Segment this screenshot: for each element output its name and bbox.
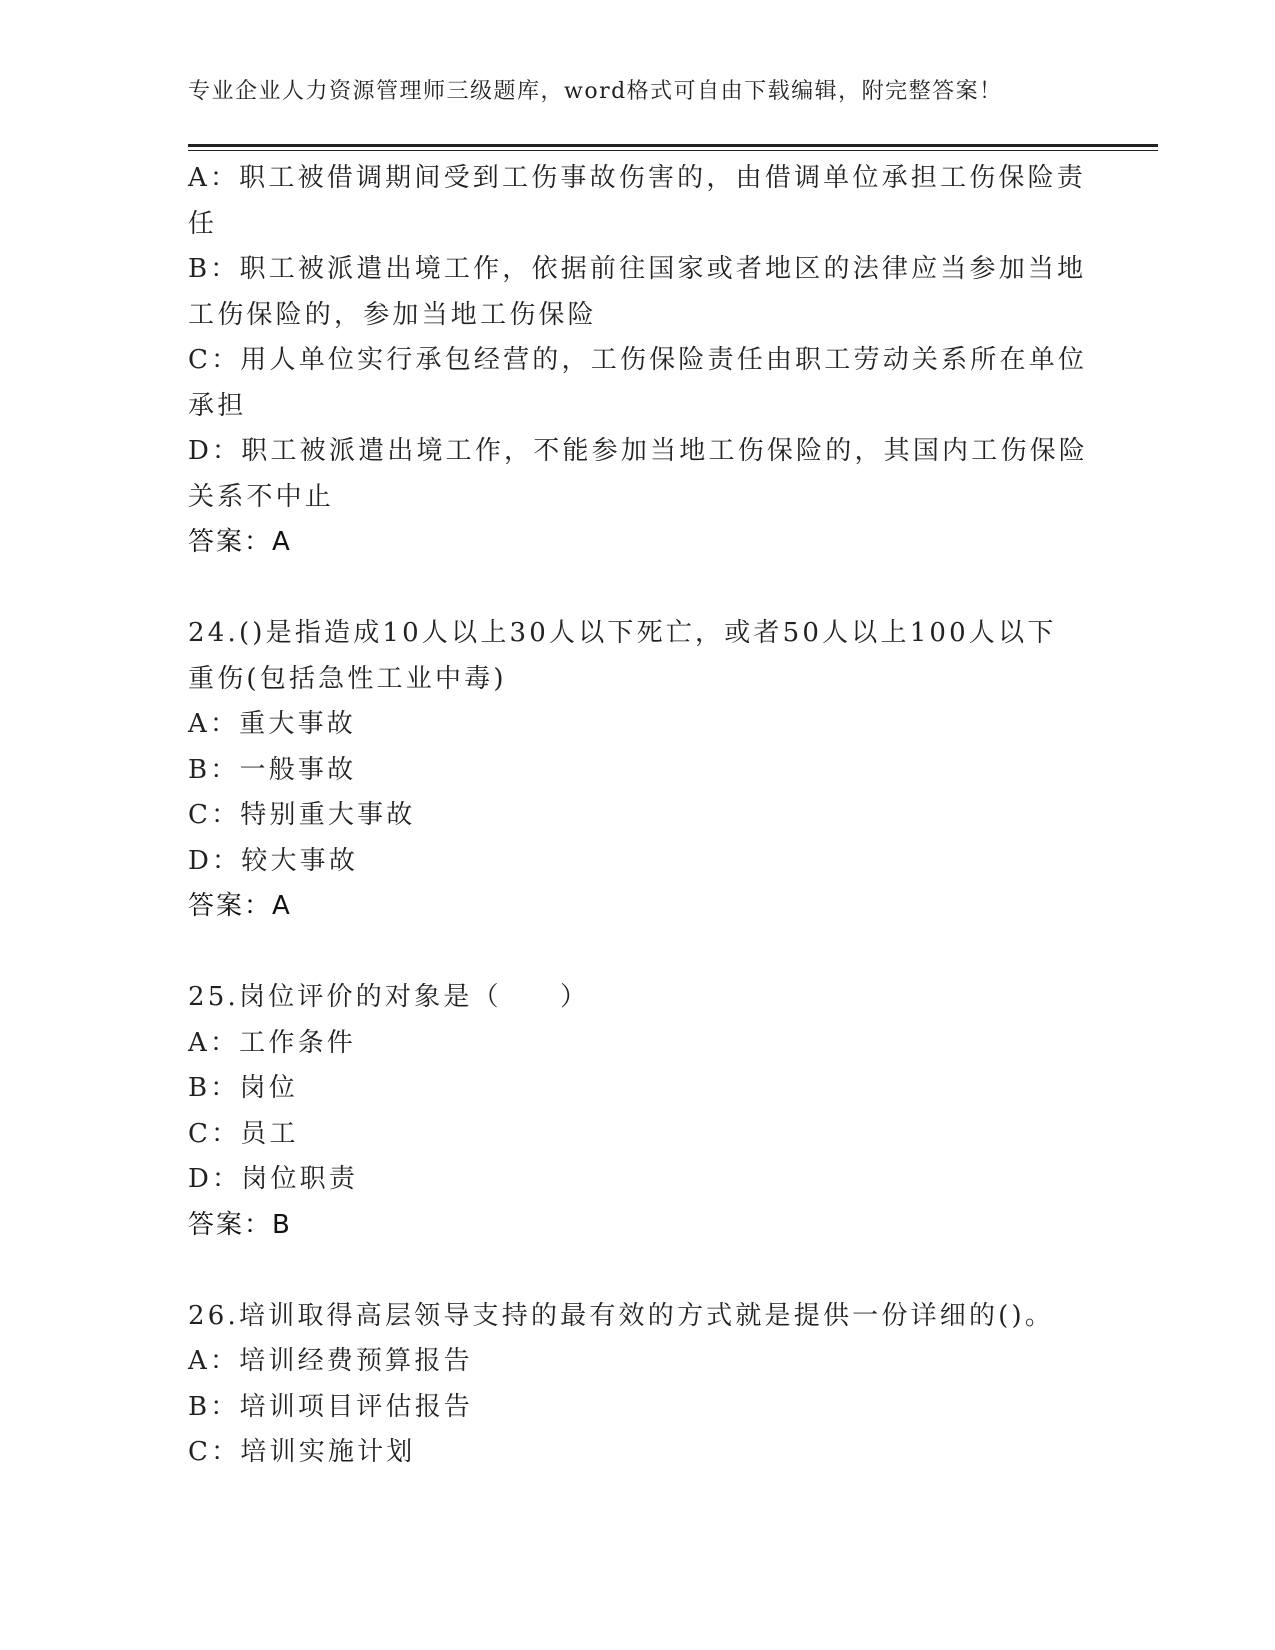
question-text: 25.岗位评价的对象是（ ） xyxy=(188,982,590,1012)
option-a: A：重大事故 xyxy=(188,709,356,739)
option-d: D：岗位职责 xyxy=(188,1164,359,1194)
option-c: C：特别重大事故 xyxy=(188,800,416,830)
question-block-23 xyxy=(188,156,1089,566)
page-header: 专业企业人力资源管理师三级题库，word格式可自由下载编辑，附完整答案！ xyxy=(188,79,1003,104)
question-text: 24.()是指造成10人以上30人以下死亡，或者50人以上100人以下 xyxy=(188,618,1057,648)
option-line: 承担 xyxy=(188,390,247,421)
option-c: C：培训实施计划 xyxy=(188,1437,416,1467)
block-spacer xyxy=(188,930,1078,976)
option-line: 工伤保险的，参加当地工伤保险 xyxy=(188,299,597,330)
option-line: 任 xyxy=(188,208,218,239)
option-line: C：用人单位实行承包经营的，工伤保险责任由职工劳动关系所在单位 xyxy=(188,345,1088,375)
question-list xyxy=(188,156,1089,1476)
question-block-24 xyxy=(188,611,1078,930)
question-text: 26.培训取得高层领导支持的最有效的方式就是提供一份详细的()。 xyxy=(188,1300,1055,1331)
answer-line: 答案：A xyxy=(188,527,292,557)
question-text: 重伤(包括急性工业中毒) xyxy=(188,663,507,694)
option-a: A：培训经费预算报告 xyxy=(188,1346,473,1376)
option-b: B：培训项目评估报告 xyxy=(188,1391,474,1422)
block-spacer xyxy=(188,1248,1078,1294)
header-rule-thick xyxy=(188,144,1158,147)
option-c: C：员工 xyxy=(188,1118,299,1149)
header-rule-thin xyxy=(188,150,1158,151)
question-block-25 xyxy=(188,975,1078,1248)
option-line: 关系不中止 xyxy=(188,481,335,512)
option-line: D：职工被派遣出境工作，不能参加当地工伤保险的，其国内工伤保险 xyxy=(188,436,1089,466)
question-block-26 xyxy=(188,1294,1078,1476)
block-spacer xyxy=(188,566,1078,612)
option-b: B：一般事故 xyxy=(188,754,357,785)
option-a: A：工作条件 xyxy=(188,1027,356,1058)
option-line: B：职工被派遣出境工作，依据前往国家或者地区的法律应当参加当地 xyxy=(188,254,1087,284)
option-line: A：职工被借调期间受到工伤事故伤害的，由借调单位承担工伤保险责 xyxy=(188,163,1086,193)
answer-line: 答案：A xyxy=(188,891,292,921)
option-b: B：岗位 xyxy=(188,1073,298,1103)
option-d: D：较大事故 xyxy=(188,845,359,876)
answer-line: 答案：B xyxy=(188,1209,292,1240)
